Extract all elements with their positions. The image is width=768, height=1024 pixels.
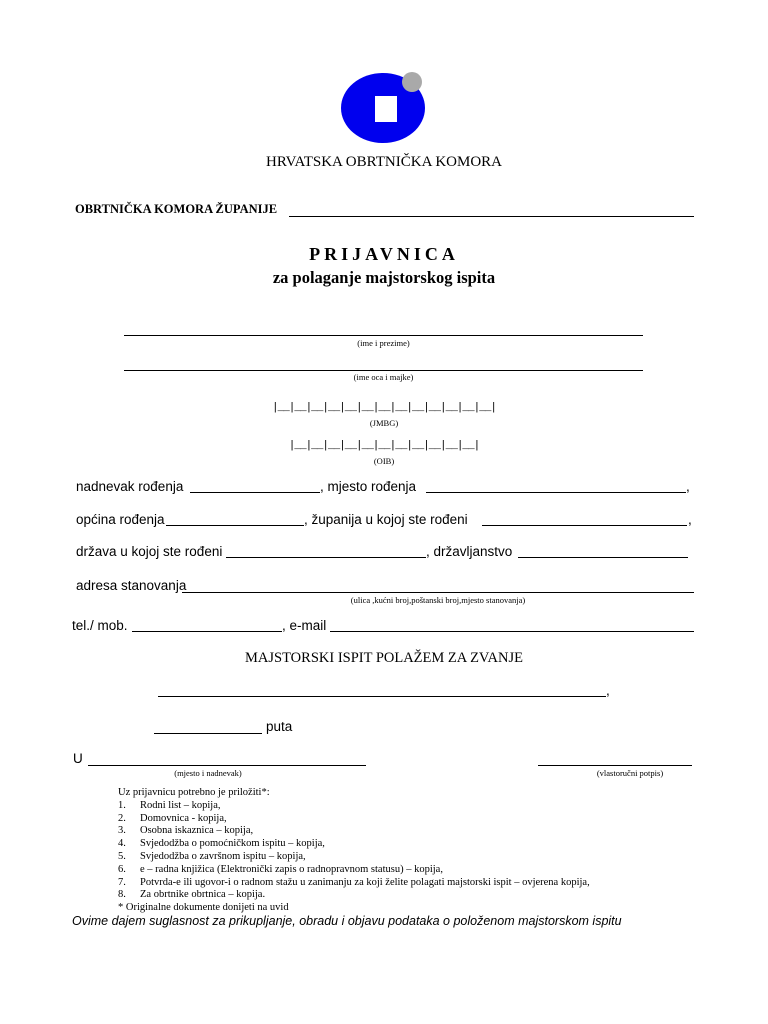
times-label: puta: [266, 719, 293, 734]
list-item: 7. Potvrda-e ili ugovor-i o radnom stažu u zanimanju za koji želite polagati majstorski ispit – ovjerena kopija,: [118, 876, 590, 888]
list-item: 3. Osobna iskaznica – kopija,: [118, 825, 254, 837]
citizenship-label: , državljanstvo: [426, 544, 513, 559]
list-item: 6. e – radna knjižica (Elektronički zapis o radnopravnom statusu) – kopija,: [118, 863, 443, 875]
country-born-field[interactable]: [226, 557, 426, 558]
name-caption: (ime i prezime): [357, 338, 410, 348]
consent-statement: Ovime dajem suglasnost za prikupljanje, obradu i objavu podataka o položenom majstorskom ispitu: [72, 914, 622, 928]
citizenship-field[interactable]: [518, 557, 688, 558]
oib-boxes[interactable]: |__|__|__|__|__|__|__|__|__|__|__|: [288, 440, 480, 452]
address-field[interactable]: [182, 592, 694, 593]
county-label: OBRTNIČKA KOMORA ŽUPANIJE: [75, 202, 278, 216]
place-prefix: U: [73, 751, 83, 766]
exam-section-title: MAJSTORSKI ISPIT POLAŽEM ZA ZVANJE: [245, 650, 523, 666]
hok-logo-icon: [340, 70, 430, 144]
jmbg-caption: (JMBG): [369, 418, 399, 428]
attachments-intro: Uz prijavnicu potrebno je priložiti*:: [118, 787, 270, 798]
occupation-field[interactable]: [158, 696, 606, 697]
birth-place-field[interactable]: [426, 492, 686, 493]
municipality-label: općina rođenja: [76, 512, 165, 527]
email-field[interactable]: [330, 631, 694, 632]
signature-caption: (vlastoručni potpis): [596, 768, 664, 778]
county-born-label: , županija u kojoj ste rođeni: [304, 512, 468, 527]
list-item: 4. Svjedodžba o pomoćničkom ispitu – kopija,: [118, 838, 325, 850]
address-caption: (ulica ,kućni broj,poštanski broj,mjesto stanovanja): [350, 595, 526, 605]
municipality-field[interactable]: [166, 525, 304, 526]
attachments-note: * Originalne dokumente donijeti na uvid: [118, 902, 289, 914]
birth-place-comma: ,: [686, 479, 690, 494]
org-title: HRVATSKA OBRTNIČKA KOMORA: [266, 154, 502, 170]
phone-field[interactable]: [132, 631, 282, 632]
county-born-comma: ,: [688, 512, 692, 527]
jmbg-boxes[interactable]: |__|__|__|__|__|__|__|__|__|__|__|__|__|: [271, 402, 497, 414]
times-field[interactable]: [154, 733, 262, 734]
birth-place-label: , mjesto rođenja: [320, 479, 417, 494]
birth-date-label: nadnevak rođenja: [76, 479, 184, 494]
attachments-list: [118, 787, 590, 915]
list-item: 1. Rodni list – kopija,: [118, 799, 221, 811]
form-subtitle: za polaganje majstorskog ispita: [272, 268, 496, 287]
address-label: adresa stanovanja: [76, 578, 187, 593]
parents-field[interactable]: [124, 370, 643, 371]
country-born-label: država u kojoj ste rođeni: [76, 544, 223, 559]
list-item: 2. Domovnica - kopija,: [118, 812, 227, 824]
county-born-field[interactable]: [482, 525, 687, 526]
occupation-comma: ,: [606, 683, 610, 698]
name-field[interactable]: [124, 335, 643, 336]
email-label: , e-mail: [282, 618, 327, 633]
form-title: PRIJAVNICA: [309, 244, 459, 264]
list-item: 5. Svjedodžba o završnom ispitu – kopija,: [118, 850, 306, 862]
county-field[interactable]: [289, 216, 694, 217]
phone-label: tel./ mob.: [72, 618, 128, 633]
place-caption: (mjesto i nadnevak): [174, 768, 242, 778]
signature-field[interactable]: [538, 765, 692, 766]
parents-caption: (ime oca i majke): [353, 372, 414, 382]
list-item: 8. Za obrtnike obrtnica – kopija.: [118, 889, 266, 901]
place-date-field[interactable]: [88, 765, 366, 766]
birth-date-field[interactable]: [190, 492, 320, 493]
oib-caption: (OIB): [373, 456, 395, 466]
